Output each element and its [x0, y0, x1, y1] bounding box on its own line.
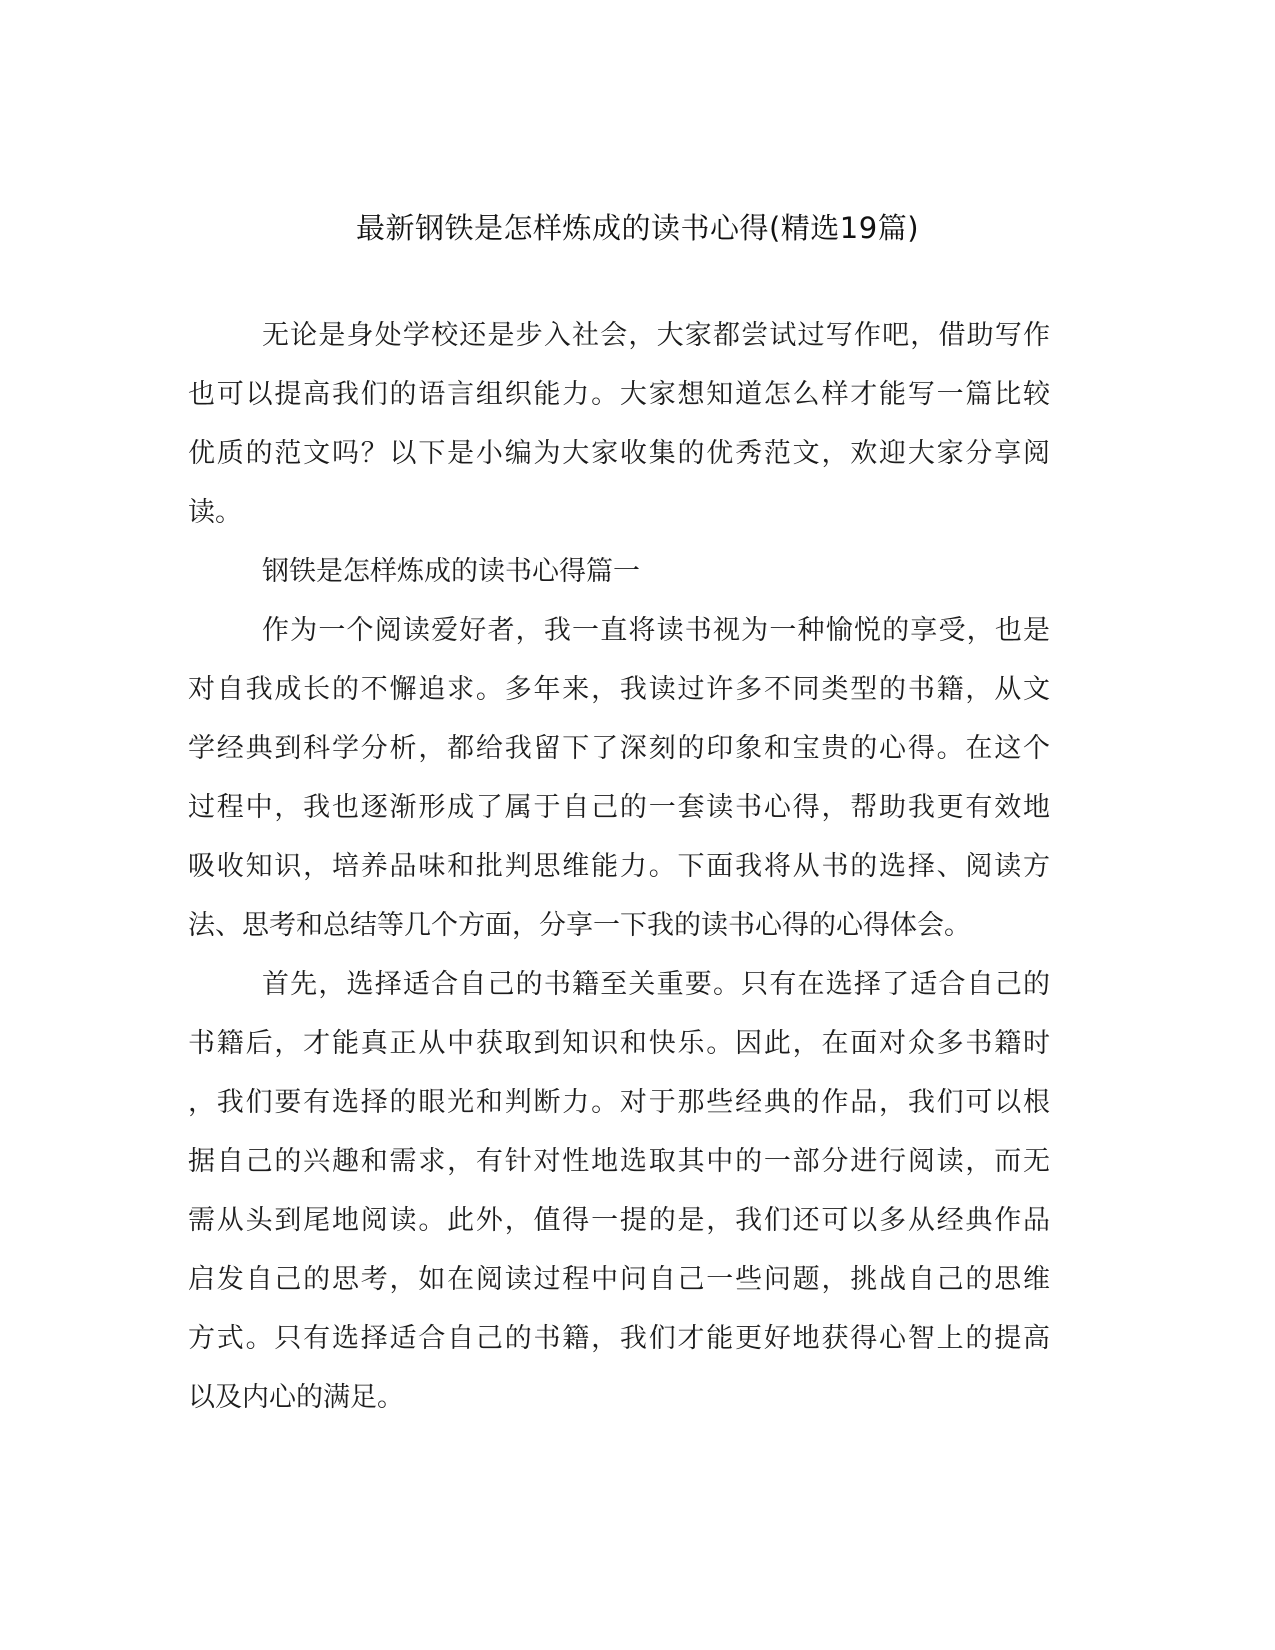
text-line: 据自己的兴趣和需求，有针对性地选取其中的一部分进行阅读，而无 [188, 1146, 1050, 1177]
text-line: 书籍后，才能真正从中获取到知识和快乐。因此，在面对众多书籍时 [188, 1028, 1050, 1059]
text-line: 无论是身处学校还是步入社会，大家都尝试过写作吧，借助写作 [262, 320, 1050, 351]
text-line: 作为一个阅读爱好者，我一直将读书视为一种愉悦的享受，也是 [262, 615, 1050, 646]
text-line: 过程中，我也逐渐形成了属于自己的一套读书心得，帮助我更有效地 [188, 792, 1050, 823]
text-line: 也可以提高我们的语言组织能力。大家想知道怎么样才能写一篇比较 [188, 379, 1050, 410]
text-line: 启发自己的思考，如在阅读过程中问自己一些问题，挑战自己的思维 [188, 1264, 1050, 1295]
text-line: 读。 [188, 497, 242, 528]
text-line: 首先，选择适合自己的书籍至关重要。只有在选择了适合自己的 [262, 969, 1050, 1000]
text-line: 需从头到尾地阅读。此外，值得一提的是，我们还可以多从经典作品 [188, 1205, 1050, 1236]
text-line: 方式。只有选择适合自己的书籍，我们才能更好地获得心智上的提高 [188, 1323, 1050, 1354]
text-line: 吸收知识，培养品味和批判思维能力。下面我将从书的选择、阅读方 [188, 851, 1050, 882]
text-line: 以及内心的满足。 [188, 1382, 404, 1413]
text-line: 学经典到科学分析，都给我留下了深刻的印象和宝贵的心得。在这个 [188, 733, 1050, 764]
text-line: ，我们要有选择的眼光和判断力。对于那些经典的作品，我们可以根 [188, 1087, 1050, 1118]
text-line: 优质的范文吗？以下是小编为大家收集的优秀范文，欢迎大家分享阅 [188, 438, 1050, 469]
text-line: 法、思考和总结等几个方面，分享一下我的读书心得的心得体会。 [188, 910, 971, 941]
document-title: 最新钢铁是怎样炼成的读书心得(精选19篇) [355, 211, 920, 245]
text-line: 对自我成长的不懈追求。多年来，我读过许多不同类型的书籍，从文 [188, 674, 1050, 705]
section-heading: 钢铁是怎样炼成的读书心得篇一 [262, 556, 640, 587]
